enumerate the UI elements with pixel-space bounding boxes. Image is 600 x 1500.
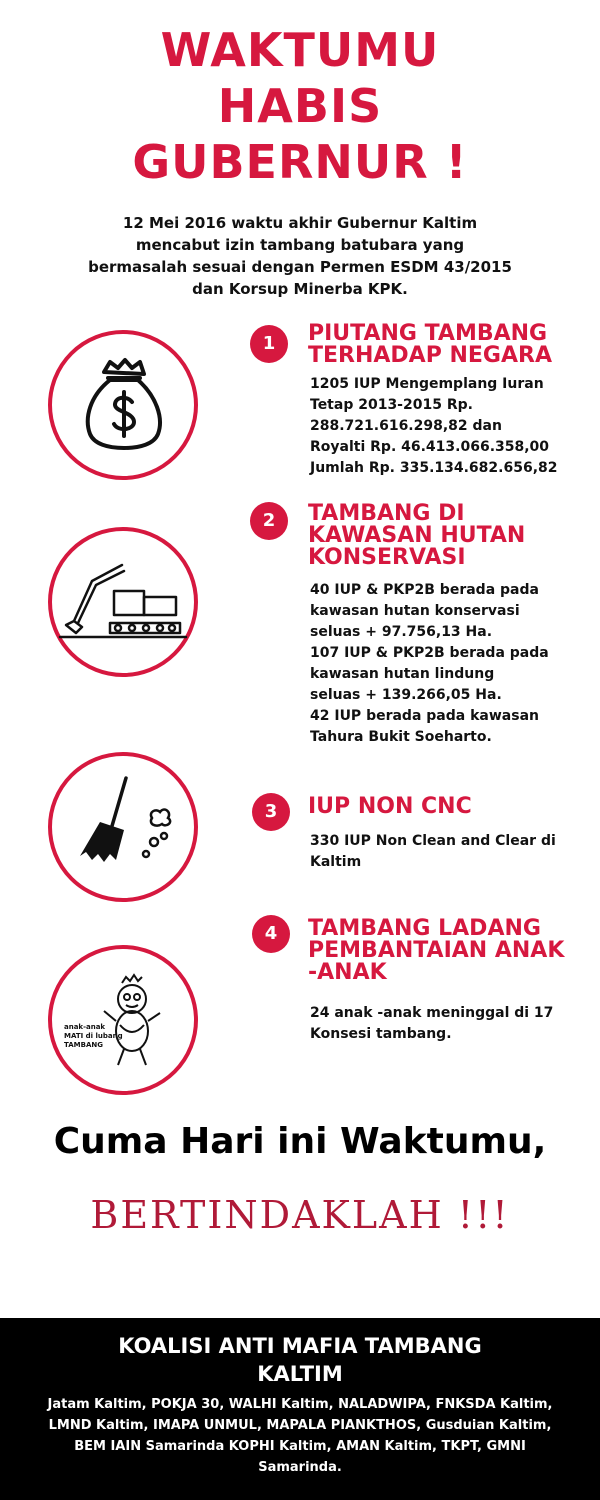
item-3-heading bbox=[308, 796, 593, 818]
cartoon-caption bbox=[64, 1023, 123, 1050]
footer-members-line: LMND Kaltim, IMAPA UNMUL, MAPALA PIANKTHOS, Gusduian Kaltim, bbox=[48, 1418, 552, 1433]
item-2-heading-line: TAMBANG DI bbox=[308, 501, 465, 526]
item-1-number-badge: 1 bbox=[250, 325, 288, 363]
item-3-body-line: Kaltim bbox=[310, 854, 362, 870]
item-1-circle bbox=[48, 330, 198, 480]
cartoon-caption-line: MATI di lubang bbox=[64, 1032, 123, 1040]
item-2-body bbox=[310, 580, 595, 748]
item-1-heading-line: PIUTANG TAMBANG bbox=[308, 321, 548, 346]
item-2-body-line: 40 IUP & PKP2B berada pada bbox=[310, 582, 539, 598]
item-1-body-line: Tetap 2013-2015 Rp. bbox=[310, 397, 473, 413]
footer-title-line: KALTIM bbox=[257, 1362, 343, 1386]
item-4-number-badge: 4 bbox=[252, 915, 290, 953]
item-4-body bbox=[310, 1003, 595, 1045]
broom-icon bbox=[52, 756, 194, 898]
item-2-heading-line: KONSERVASI bbox=[308, 545, 466, 570]
item-1-heading bbox=[308, 323, 593, 367]
footer bbox=[0, 1318, 600, 1500]
item-4-heading bbox=[308, 918, 593, 984]
item-2-circle bbox=[48, 527, 198, 677]
item-1-heading-line: TERHADAP NEGARA bbox=[308, 343, 552, 368]
item-2-body-line: 42 IUP berada pada kawasan bbox=[310, 708, 539, 724]
intro-line-3: bermasalah sesuai dengan Permen ESDM 43/2015 bbox=[88, 258, 512, 276]
page-title bbox=[0, 22, 600, 190]
footer-members-line: Samarinda. bbox=[258, 1460, 342, 1475]
footer-title-line: KOALISI ANTI MAFIA TAMBANG bbox=[118, 1334, 482, 1358]
item-3-body bbox=[310, 831, 595, 873]
item-1-body bbox=[310, 374, 595, 479]
item-1-body-line: 1205 IUP Mengemplang Iuran bbox=[310, 376, 544, 392]
footer-title bbox=[0, 1332, 600, 1388]
item-2-body-line: seluas + 139.266,05 Ha. bbox=[310, 687, 502, 703]
title-line-1: WAKTUMU bbox=[160, 23, 440, 77]
item-3-heading-line: IUP NON CNC bbox=[308, 794, 472, 819]
item-4-heading-line: TAMBANG LADANG bbox=[308, 916, 541, 941]
item-4-body-line: Konsesi tambang. bbox=[310, 1026, 452, 1042]
item-3-circle bbox=[48, 752, 198, 902]
title-line-3: GUBERNUR ! bbox=[132, 135, 468, 189]
item-3-number-badge: 3 bbox=[252, 793, 290, 831]
footer-members-line: BEM IAIN Samarinda KOPHI Kaltim, AMAN Kaltim, TKPT, GMNI bbox=[74, 1439, 526, 1454]
item-2-body-line: Tahura Bukit Soeharto. bbox=[310, 729, 492, 745]
intro-line-4: dan Korsup Minerba KPK. bbox=[192, 280, 408, 298]
item-2-body-line: kawasan hutan konservasi bbox=[310, 603, 520, 619]
cartoon-caption-line: anak-anak bbox=[64, 1023, 106, 1031]
item-4-body-line: 24 anak -anak meninggal di 17 bbox=[310, 1005, 554, 1021]
intro-line-2: mencabut izin tambang batubara yang bbox=[135, 236, 465, 254]
cta-line-1: Cuma Hari ini Waktumu, bbox=[53, 1121, 547, 1162]
item-3-body-line: 330 IUP Non Clean and Clear di bbox=[310, 833, 556, 849]
item-2-body-line: kawasan hutan lindung bbox=[310, 666, 495, 682]
item-1-body-line: 288.721.616.298,82 dan bbox=[310, 418, 502, 434]
item-1-body-line: Royalti Rp. 46.413.066.358,00 bbox=[310, 439, 550, 455]
intro-text bbox=[60, 212, 540, 300]
title-line-2: HABIS bbox=[217, 79, 383, 133]
cartoon-caption-line: TAMBANG bbox=[64, 1041, 103, 1049]
item-2-body-line: 107 IUP & PKP2B berada pada bbox=[310, 645, 549, 661]
item-2-number-badge: 2 bbox=[250, 502, 288, 540]
item-4-circle bbox=[48, 945, 198, 1095]
intro-line-1: 12 Mei 2016 waktu akhir Gubernur Kaltim bbox=[122, 214, 478, 232]
item-2-heading-line: KAWASAN HUTAN bbox=[308, 523, 526, 548]
item-2-heading bbox=[308, 503, 593, 569]
item-4-heading-line: PEMBANTAIAN ANAK bbox=[308, 938, 565, 963]
cta-line-2: BERTINDAKLAH !!! bbox=[90, 1193, 510, 1237]
footer-members bbox=[10, 1394, 590, 1478]
footer-members-line: Jatam Kaltim, POKJA 30, WALHI Kaltim, NALADWIPA, FNKSDA Kaltim, bbox=[47, 1397, 553, 1412]
excavator-icon bbox=[52, 531, 194, 673]
item-4-heading-line: -ANAK bbox=[308, 960, 387, 985]
cartoon-icon bbox=[52, 949, 194, 1091]
money-bag-icon bbox=[52, 334, 194, 476]
item-1-body-line: Jumlah Rp. 335.134.682.656,82 bbox=[310, 460, 558, 476]
item-2-body-line: seluas + 97.756,13 Ha. bbox=[310, 624, 493, 640]
